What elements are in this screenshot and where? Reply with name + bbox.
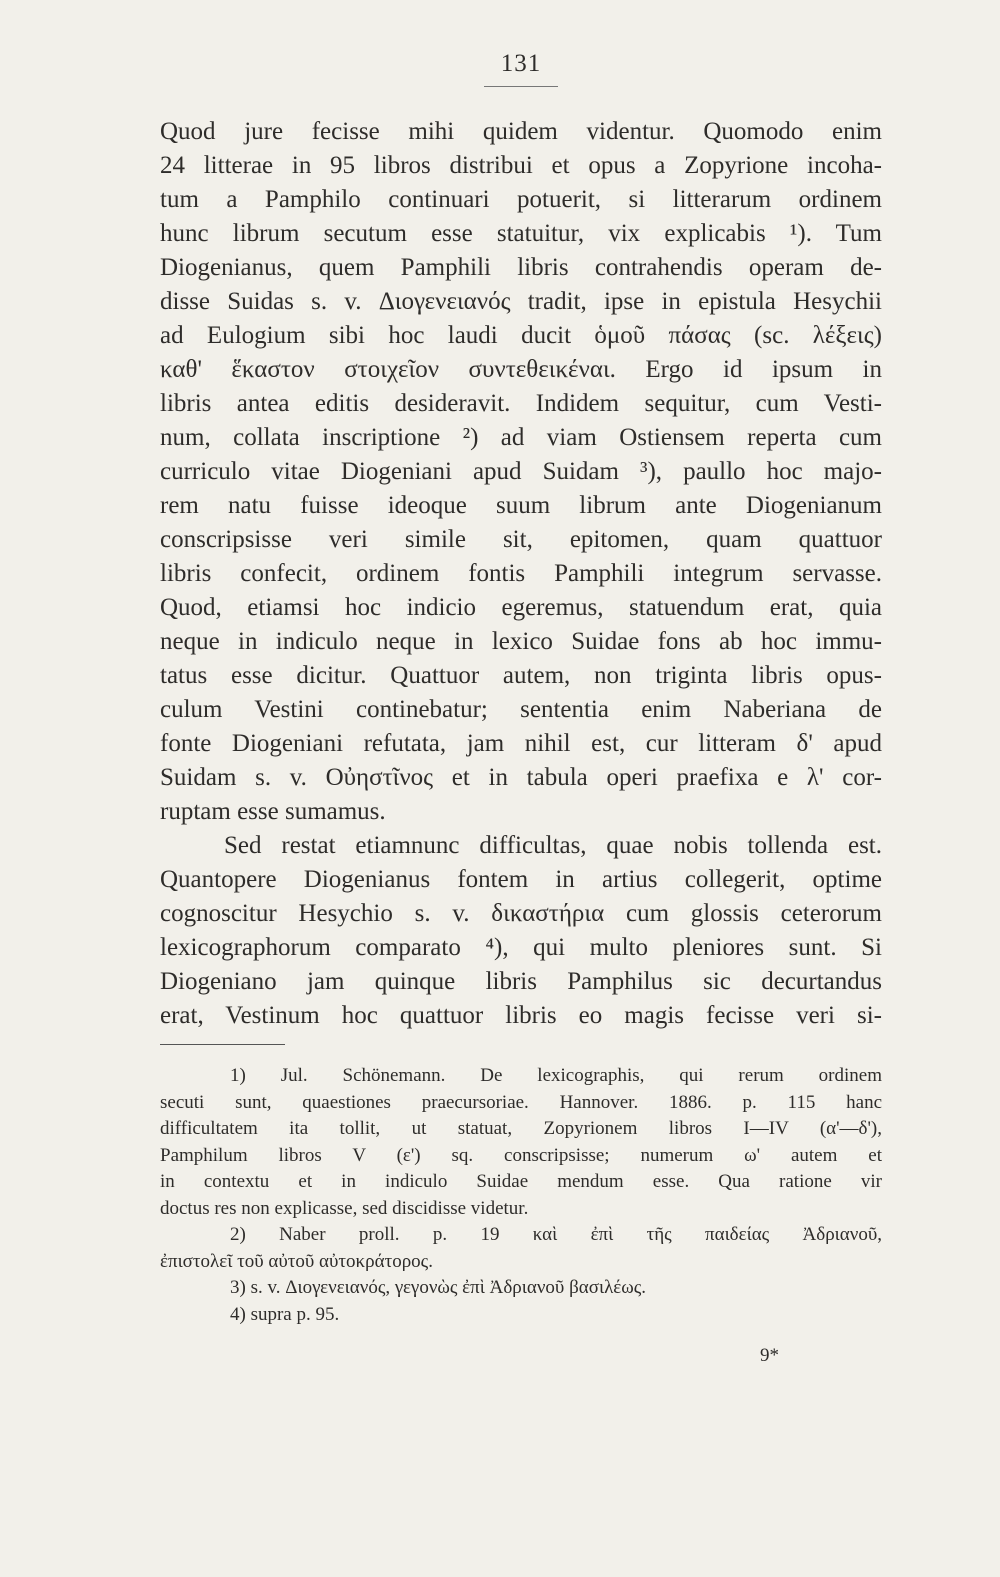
footnote-line: in contextu et in indiculo Suidae mendum esse. Qua ratione vir: [160, 1171, 882, 1192]
body-line: rem natu fuisse ideoque suum librum ante Diogenianum: [160, 492, 882, 519]
body-line: fonte Diogeniani refutata, jam nihil est, cur litteram δ' apud: [160, 730, 882, 757]
body-line: conscripsisse veri simile sit, epitomen, quam quattuor: [160, 526, 882, 553]
footnote-rule: [160, 1044, 285, 1045]
body-line: Diogenianus, quem Pamphili libris contrahendis operam de-: [160, 254, 882, 281]
body-line: tatus esse dicitur. Quattuor autem, non triginta libris opus-: [160, 662, 882, 689]
body-line: Diogeniano jam quinque libris Pamphilus sic decurtandus: [160, 968, 882, 995]
body-line: num, collata inscriptione ²) ad viam Ostiensem reperta cum: [160, 424, 882, 451]
body-line: lexicographorum comparato ⁴), qui multo pleniores sunt. Si: [160, 934, 882, 961]
main-text: [160, 115, 882, 1033]
body-line: disse Suidas s. v. Διογενειανός tradit, ipse in epistula Hesychii: [160, 288, 882, 315]
body-line: ruptam esse sumamus.: [160, 798, 386, 825]
body-line: neque in indiculo neque in lexico Suidae fons ab hoc immu-: [160, 628, 882, 655]
body-line: Quod jure fecisse mihi quidem videntur. Quomodo enim: [160, 118, 882, 145]
body-line: ad Eulogium sibi hoc laudi ducit ὁμοῦ πάσας (sc. λέξεις): [160, 322, 882, 349]
body-line: cognoscitur Hesychio s. v. δικαστήρια cum glossis ceterorum: [160, 900, 882, 927]
body-line: 24 litterae in 95 libros distribui et opus a Zopyrione incoha-: [160, 152, 882, 179]
body-line: Quod, etiamsi hoc indicio egeremus, statuendum erat, quia: [160, 594, 882, 621]
body-line: καθ' ἕκαστον στοιχεῖον συντεθεικέναι. Ergo id ipsum in: [160, 356, 882, 383]
footnote-line: Pamphilum libros V (ε') sq. conscripsisse; numerum ω' autem et: [160, 1144, 882, 1166]
signature-mark: 9*: [760, 1345, 779, 1366]
body-line: Quantopere Diogenianus fontem in artius collegerit, optime: [160, 866, 882, 893]
header-rule: [484, 86, 558, 87]
footnote-line: secuti sunt, quaestiones praecursoriae. Hannover. 1886. p. 115 hanc: [160, 1091, 882, 1113]
page-number: 131: [500, 50, 542, 77]
footnote-line: 2) Naber proll. p. 19 καὶ ἐπὶ τῆς παιδείας Ἀδριανοῦ,: [230, 1224, 882, 1245]
footnotes: [160, 1063, 882, 1328]
footnote-line: ἐπιστολεῖ τοῦ αὐτοῦ αὐτοκράτορος.: [160, 1250, 433, 1272]
footnote-line: doctus res non explicasse, sed discidisse videtur.: [160, 1197, 529, 1219]
body-line: libris antea editis desideravit. Indidem sequitur, cum Vesti-: [160, 390, 882, 417]
body-line: erat, Vestinum hoc quattuor libris eo magis fecisse veri si-: [160, 1002, 882, 1029]
body-line: hunc librum secutum esse statuitur, vix explicabis ¹). Tum: [160, 220, 882, 247]
footnote-line: 4) supra p. 95.: [230, 1303, 340, 1325]
body-line: tum a Pamphilo continuari potuerit, si litterarum ordinem: [160, 186, 882, 213]
body-line: Suidam s. v. Οὐηστῖνος et in tabula operi praefixa e λ' cor-: [160, 764, 882, 791]
body-line: Sed restat etiamnunc difficultas, quae nobis tollenda est.: [224, 832, 882, 859]
body-line: libris confecit, ordinem fontis Pamphili integrum servasse.: [160, 560, 882, 587]
footnote-line: 3) s. v. Διογενειανός, γεγονὼς ἐπὶ Ἀδριανοῦ βασιλέως.: [230, 1277, 647, 1298]
body-line: culum Vestini continebatur; sententia enim Naberiana de: [160, 696, 882, 723]
footnote-line: 1) Jul. Schönemann. De lexicographis, qui rerum ordinem: [230, 1065, 882, 1086]
footnote-line: difficultatem ita tollit, ut statuat, Zopyrionem libros I—IV (α'—δ'),: [160, 1118, 882, 1139]
body-line: curriculo vitae Diogeniani apud Suidam ³), paullo hoc majo-: [160, 458, 882, 485]
